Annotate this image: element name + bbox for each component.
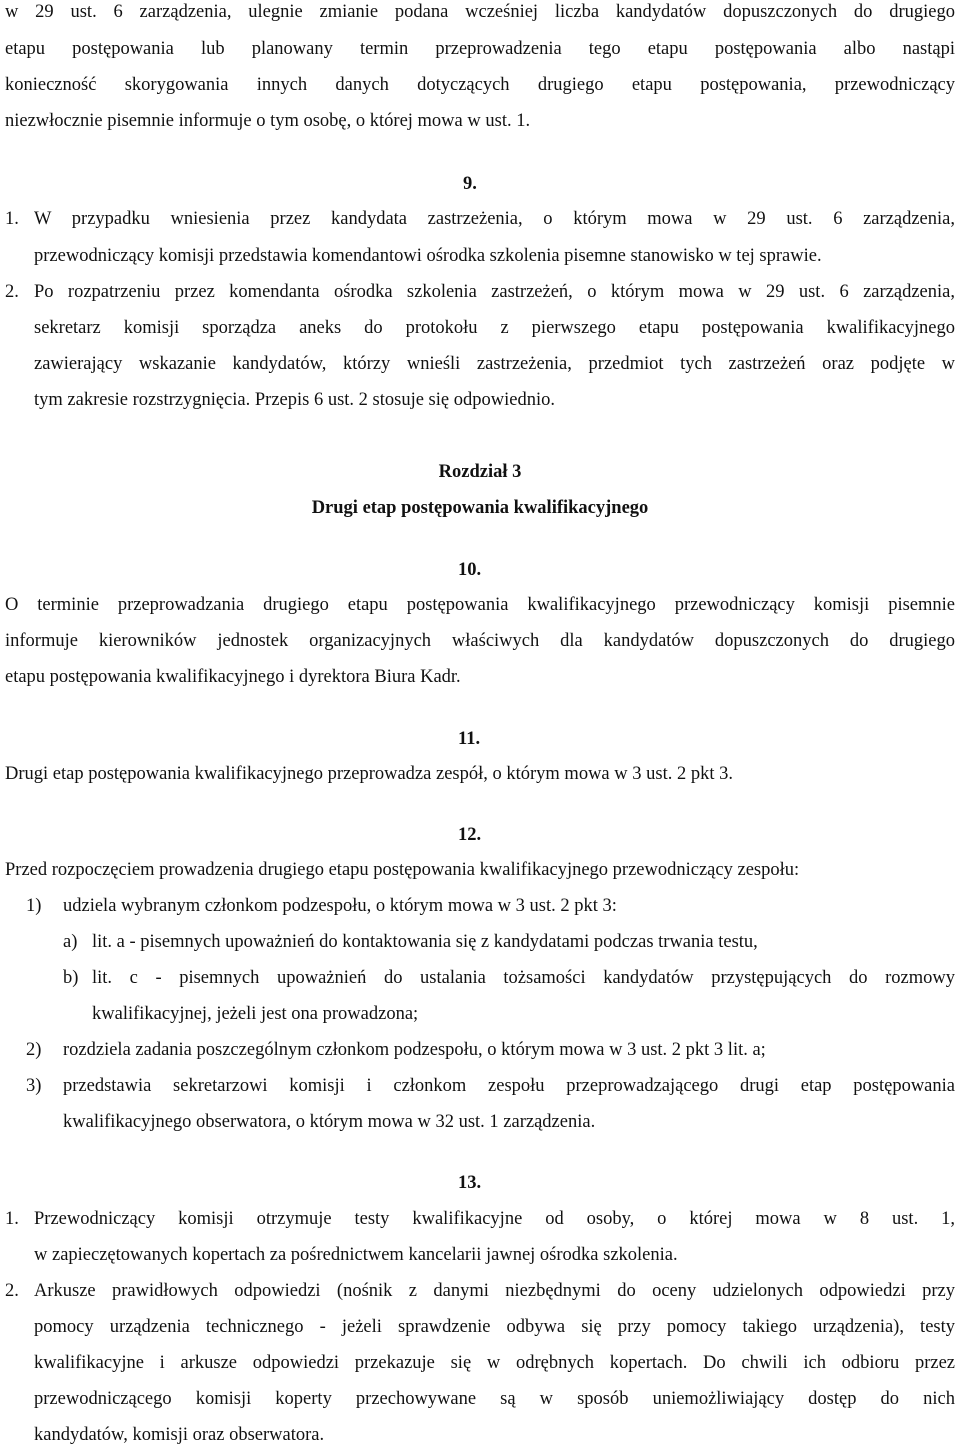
section-13-p2-line-4: przewodniczącego komisji koperty przechowywane są w sposób uniemożliwiający dostęp do nich bbox=[34, 1389, 955, 1409]
chapter-subtitle: Drugi etap postępowania kwalifikacyjnego bbox=[311, 498, 649, 518]
section-12-item-1-number: 1) bbox=[26, 896, 42, 916]
section-9-p2-line-4: tym zakresie rozstrzygnięcia. Przepis 6 ust. 2 stosuje się odpowiednio. bbox=[34, 390, 555, 410]
section-10-line-3: etapu postępowania kwalifikacyjnego i dyrektora Biura Kadr. bbox=[5, 667, 461, 687]
section-9-p2-number: 2. bbox=[5, 282, 19, 302]
section-12-item-3-line-1: przedstawia sekretarzowi komisji i członkom zespołu przeprowadzającego drugi etap postępowania bbox=[63, 1076, 955, 1096]
section-12-item-3-number: 3) bbox=[26, 1076, 42, 1096]
section-13-p1-line-2: w zapieczętowanych kopertach za pośrednictwem kancelarii jawnej ośrodka szkolenia. bbox=[34, 1245, 678, 1265]
section-13-heading: 13. bbox=[458, 1173, 482, 1193]
section-13-p2-line-5: kandydatów, komisji oraz obserwatora. bbox=[34, 1425, 325, 1445]
section-12-item-a-letter: a) bbox=[63, 932, 78, 952]
section-11-line-1: Drugi etap postępowania kwalifikacyjnego przeprowadza zespół, o którym mowa w 3 ust. 2 pkt 3. bbox=[5, 764, 733, 784]
section-9-p1-line-1: W przypadku wniesienia przez kandydata zastrzeżenia, o którym mowa w 29 ust. 6 zarządzenia, bbox=[34, 209, 955, 229]
section-12-item-b-line-1: lit. c - pisemnych upoważnień do ustalania tożsamości kandydatów przystępujących do rozmowy bbox=[92, 968, 955, 988]
section-13-p2-number: 2. bbox=[5, 1281, 19, 1301]
chapter-title: Rozdział 3 bbox=[438, 462, 522, 482]
intro-line-3: konieczność skorygowania innych danych dotyczących drugiego etapu postępowania, przewodniczący bbox=[5, 75, 955, 95]
section-12-heading: 12. bbox=[458, 825, 482, 845]
section-13-p2-line-2: pomocy urządzenia technicznego - jeżeli sprawdzenie odbywa się przy pomocy takiego urządzenia), testy bbox=[34, 1317, 955, 1337]
section-9-p1-line-2: przewodniczący komisji przedstawia komendantowi ośrodka szkolenia pisemne stanowisko w tej sprawie. bbox=[34, 246, 822, 266]
section-9-p2-line-2: sekretarz komisji sporządza aneks do protokołu z pierwszego etapu postępowania kwalifikacyjnego bbox=[34, 318, 955, 338]
section-13-p1-line-1: Przewodniczący komisji otrzymuje testy kwalifikacyjne od osoby, o której mowa w 8 ust. 1, bbox=[34, 1209, 955, 1229]
section-12-item-b-line-2: kwalifikacyjnej, jeżeli jest ona prowadzona; bbox=[92, 1004, 419, 1024]
section-10-heading: 10. bbox=[458, 560, 482, 580]
section-10-line-2: informuje kierowników jednostek organizacyjnych właściwych dla kandydatów dopuszczonych do drugiego bbox=[5, 631, 955, 651]
section-11-heading: 11. bbox=[458, 729, 481, 749]
section-13-p1-number: 1. bbox=[5, 1209, 19, 1229]
section-9-p2-line-3: zawierający wskazanie kandydatów, którzy wnieśli zastrzeżenia, przedmiot tych zastrzeżeń oraz podjęte w bbox=[34, 354, 955, 374]
section-12-item-3-line-2: kwalifikacyjnego obserwatora, o którym mowa w 32 ust. 1 zarządzenia. bbox=[63, 1112, 596, 1132]
section-9-heading: 9. bbox=[463, 174, 477, 194]
section-13-p2-line-3: kwalifikacyjne i arkusze odpowiedzi przekazuje się w odrębnych kopertach. Do chwili ich odbioru przez bbox=[34, 1353, 955, 1373]
section-12-intro: Przed rozpoczęciem prowadzenia drugiego etapu postępowania kwalifikacyjnego przewodniczący zespołu: bbox=[5, 860, 800, 880]
section-9-p1-number: 1. bbox=[5, 209, 19, 229]
section-12-item-2-text: rozdziela zadania poszczególnym członkom podzespołu, o którym mowa w 3 ust. 2 pkt 3 lit. a; bbox=[63, 1040, 766, 1060]
section-12-item-a-text: lit. a - pisemnych upoważnień do kontaktowania się z kandydatami podczas trwania testu, bbox=[92, 932, 758, 952]
section-12-item-b-letter: b) bbox=[63, 968, 79, 988]
section-12-item-1-text: udziela wybranym członkom podzespołu, o którym mowa w 3 ust. 2 pkt 3: bbox=[63, 896, 617, 916]
intro-line-4: niezwłocznie pisemnie informuje o tym osobę, o której mowa w ust. 1. bbox=[5, 111, 531, 131]
section-13-p2-line-1: Arkusze prawidłowych odpowiedzi (nośnik z danymi niezbędnymi do oceny udzielonych odpowiedzi przy bbox=[34, 1281, 955, 1301]
intro-line-2: etapu postępowania lub planowany termin przeprowadzenia tego etapu postępowania albo nastąpi bbox=[5, 39, 955, 59]
section-9-p2-line-1: Po rozpatrzeniu przez komendanta ośrodka szkolenia zastrzeżeń, o którym mowa w 29 ust. 6 zarządzenia, bbox=[34, 282, 955, 302]
section-12-item-2-number: 2) bbox=[26, 1040, 42, 1060]
intro-line-1: w 29 ust. 6 zarządzenia, ulegnie zmianie podana wcześniej liczba kandydatów dopuszczonych do drugiego bbox=[5, 2, 955, 22]
section-10-line-1: O terminie przeprowadzania drugiego etapu postępowania kwalifikacyjnego przewodniczący komisji pisemnie bbox=[5, 595, 955, 615]
